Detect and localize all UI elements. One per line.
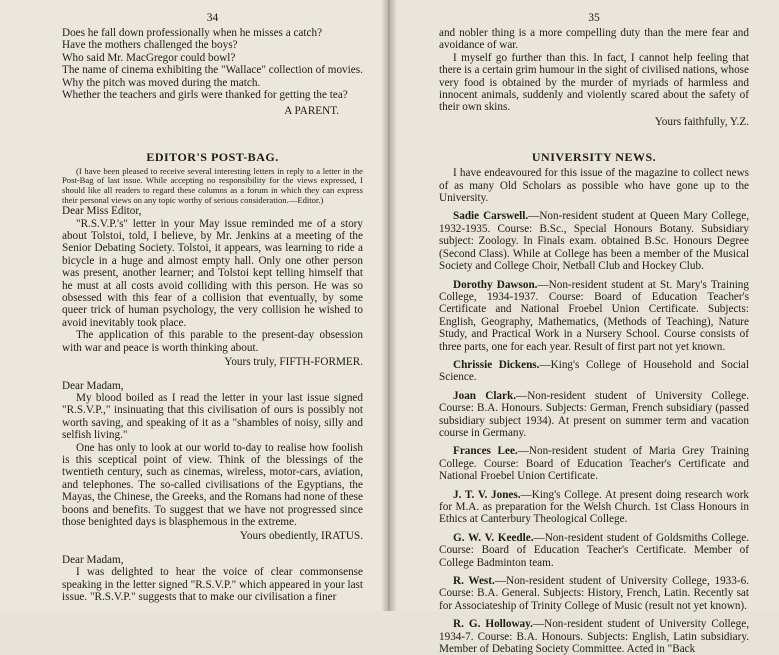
letter-signature: Yours obediently, IRATUS. bbox=[239, 530, 363, 543]
question-item: Who said Mr. MacGregor could bowl? bbox=[62, 51, 236, 64]
entry-text: —Non-resident student at St. Mary's Training College, 1934-1937. Course: Board of Education Teacher's Certificate and National Froebel Union Certificate. Subjects: English, Geography, Mathematics, (Methods of Teaching), Nature Study, and Practical Work in a Nursery School. Course consists of three parts, one for each year. Result of first part not yet known. bbox=[439, 278, 749, 353]
news-entry bbox=[439, 575, 749, 612]
entry-name: Joan Clark. bbox=[453, 389, 517, 402]
letter-paragraph: I myself go further than this. In fact, I cannot help feeling that there is a certain grim humour in the sight of civilised nations, whose very food is obtained by the murder of myriads of harmless and innocent animals, suddenly and violently scared about the safety of their own skins. bbox=[439, 51, 749, 114]
news-entry bbox=[439, 390, 749, 440]
question-item: Whether the teachers and girls were thanked for getting the tea? bbox=[62, 89, 348, 102]
editor-note: (I have been pleased to receive several interesting letters in reply to a letter in the Post-Bag of last issue. While accepting no responsibility for the views expressed, I should like all readers to regard these columns as a forum in which they can express their personal views on any topic worthy of serious consideration.—Editor.) bbox=[62, 165, 363, 205]
letter-paragraph: I was delighted to hear the voice of clear commonsense speaking in the letter signed "R.S.V.P." which appeared in your last issue. "R.S.V.P." suggests that to make our civilisation a finer bbox=[62, 566, 363, 603]
letter-paragraph: The application of this parable to the present-day obsession with war and peace is worth thinking about. bbox=[62, 329, 363, 354]
entry-text: —Non-resident student of University College, 1933-6. Course: B.A. General. Subjects: History, French, Latin. Recently sat for Associateship of Trinity College of Music (result not yet known). bbox=[439, 575, 749, 612]
left-page bbox=[0, 0, 389, 611]
entry-name: Frances Lee. bbox=[453, 445, 518, 458]
entry-name: G. W. V. Keedle. bbox=[453, 531, 534, 544]
letter-salutation: Dear Madam, bbox=[62, 379, 124, 392]
page-number-left: 34 bbox=[206, 12, 219, 24]
signature-parent: A PARENT. bbox=[284, 105, 339, 118]
entry-text: —Non-resident student of University College. Course: B.A. Honours. Subjects: German, French subsidiary (passed subsidiary subject 1934). At present on summer term and vacation course in Germany. bbox=[439, 389, 749, 439]
entry-text: —Non-resident student of University College, 1934-7. Course: B.A. Honours. Subjects: English, Latin subsidiary. Member of Debating Society Committee. Acted in "Back bbox=[439, 618, 749, 655]
entry-text: —King's College of Household and Social Science. bbox=[439, 358, 749, 384]
entry-name: Dorothy Dawson. bbox=[453, 278, 538, 291]
letter-signature: Yours truly, FIFTH-FORMER. bbox=[224, 356, 363, 369]
news-intro: I have endeavoured for this issue of the magazine to collect news of as many Old Scholars as possible who have gone up to the University. bbox=[439, 167, 749, 205]
question-item: Have the mothers challenged the boys? bbox=[62, 39, 238, 52]
news-entry bbox=[439, 359, 749, 384]
entry-name: R. G. Holloway. bbox=[453, 618, 533, 631]
entry-text: —Non-resident student of Maria Grey Training College. Course: Board of Education Teacher's Certificate and National Froebel Union Certificate. bbox=[439, 445, 749, 483]
question-list bbox=[62, 27, 363, 101]
news-entry bbox=[439, 489, 749, 526]
letter-paragraph: My blood boiled as I read the letter in your last issue signed "R.S.V.P.," insinuating that this civilisation of ours is possibly not worth saving, and speaking of it as a "shambles of noisy, silly and selfish living." bbox=[62, 391, 363, 442]
entry-name: Sadie Carswell. bbox=[453, 210, 529, 223]
news-entry bbox=[439, 618, 749, 655]
entry-name: Chrissie Dickens. bbox=[453, 358, 540, 371]
letter-paragraph: "R.S.V.P.'s" letter in your May issue reminded me of a story about Tolstoi, told, I believe, by Mr. Jenkins at a meeting of the Senior Debating Society. Tolstoi, it appears, was learning to ride a bicycle in a huge and almost empty hall. Only one other person was present, another learner; and Tolstoi kept telling himself that he must at all costs avoid colliding with this person. He was so obsessed with this fear of a collision that eventually, by some queer trick of human psychology, the very collision he wished to avoid inevitably took place. bbox=[62, 217, 363, 329]
news-entry bbox=[439, 210, 749, 272]
entry-text: —Non-resident student at Queen Mary College, 1932-1935. Course: B.Sc., Special Honours Botany. Subsidiary subject: Zoology. In Finals exam. obtained B.Sc. Honours Degree (Second Class). While at College has been a member of the Musical Society and College Choir, Netball Club and Hockey Club. bbox=[439, 210, 749, 273]
right-page bbox=[389, 0, 779, 655]
letter-salutation: Dear Miss Editor, bbox=[62, 205, 142, 218]
book-gutter bbox=[381, 0, 397, 611]
section-heading-post-bag: EDITOR'S POST-BAG. bbox=[146, 149, 279, 164]
section-heading-university-news: UNIVERSITY NEWS. bbox=[531, 150, 657, 165]
letter-continuation: and nobler thing is a more compelling duty than the mere fear and avoidance of war. bbox=[439, 27, 749, 52]
letter-signature: Yours faithfully, Y.Z. bbox=[654, 115, 749, 128]
news-entry bbox=[439, 532, 749, 569]
entry-name: R. West. bbox=[453, 575, 495, 588]
question-item: Does he fall down professionally when he misses a catch? bbox=[62, 27, 323, 39]
news-entry bbox=[439, 445, 749, 482]
entry-name: J. T. V. Jones. bbox=[453, 488, 521, 501]
letter-paragraph: One has only to look at our world to-day to realise how foolish is this sceptical point of view. Think of the blessings of the twentieth century, such as cinemas, wireless, motor-cars, aviation, and telephones. The so-called civilisations of the Egyptians, the Mayas, the Chinese, the Greeks, and the Romans had none of these boons and benefits. To suggest that we have not progressed since those benighted days is blasphemous in the extreme. bbox=[62, 441, 363, 528]
question-item: Why the pitch was moved during the match. bbox=[62, 76, 261, 89]
page-number-right: 35 bbox=[588, 12, 600, 24]
entry-text: —Non-resident student of Goldsmiths College. Course: Board of Education Teacher's Certificate. Member of College Badminton team. bbox=[439, 531, 749, 569]
entry-text: —King's College. At present doing research work for M.A. as preparation for the Welsh Church. 1st Class Honours in Ethics at Canterbury Theological College. bbox=[439, 488, 750, 526]
question-item: The name of cinema exhibiting the "Wallace" collection of movies. bbox=[62, 64, 363, 77]
letter-salutation: Dear Madam, bbox=[62, 553, 124, 566]
news-entry bbox=[439, 279, 749, 353]
